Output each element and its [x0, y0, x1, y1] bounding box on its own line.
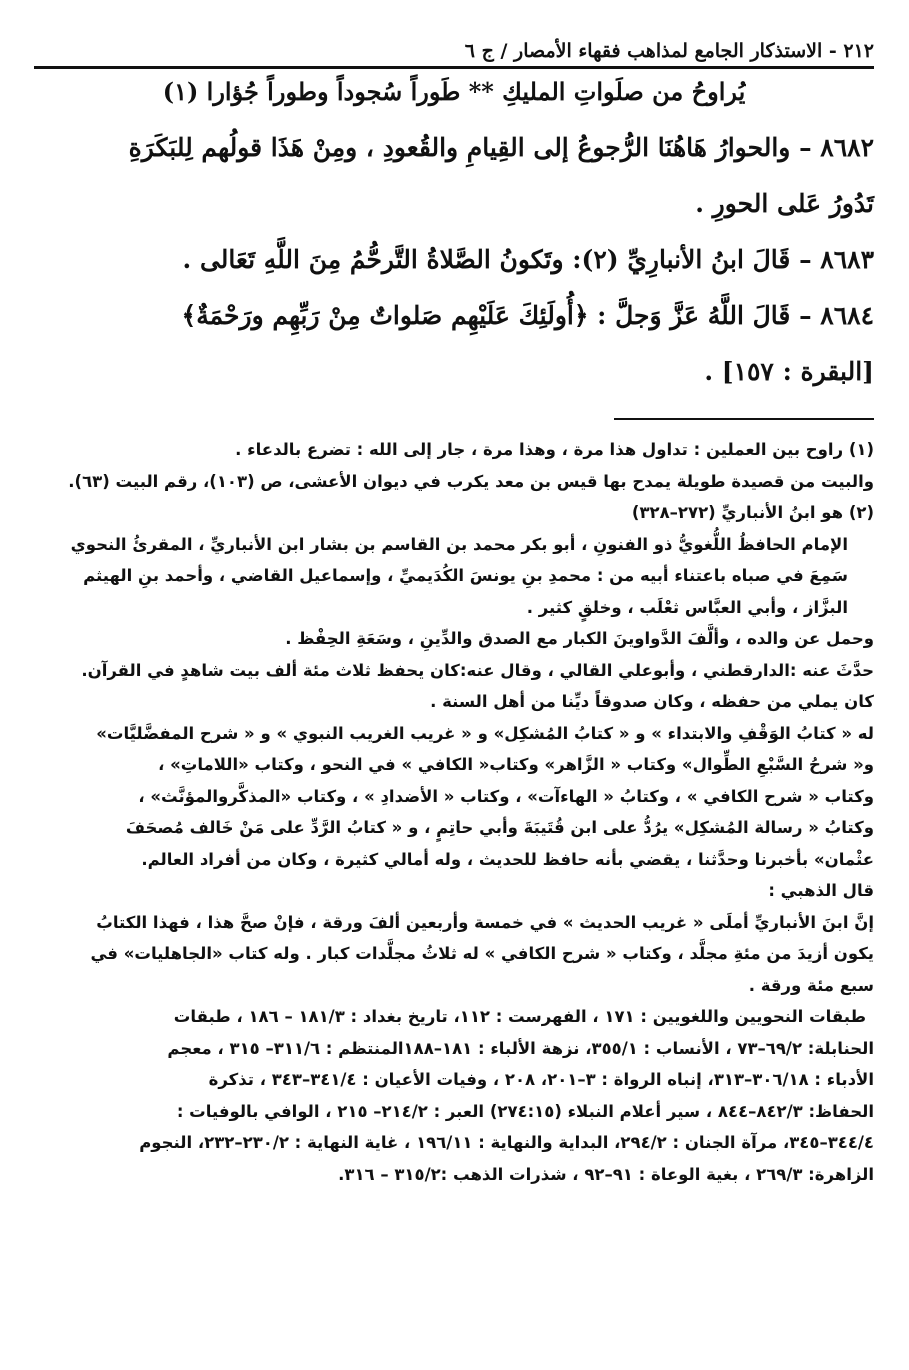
- footnote-1-line: (١) راوح بين العملين : تداول هذا مرة ، وهذا مرة ، جار إلى الله : تضرع بالدعاء .: [235, 440, 874, 459]
- footnote-2-line: وكتابُ « رسالة المُشكِل» يرُدُّ على ابن قُتَيبَةَ وأبي حاتِمٍ ، و « كتابُ الرَّدِّ على مَنْ خَالف مُصحَفَ: [125, 818, 874, 837]
- footnote-2-line: وحمل عن والده ، وألَّفَ الدَّواوينَ الكبار مع الصدق والدِّينِ ، وسَعَةِ الحِفْظ .: [285, 629, 874, 648]
- footnote-2-line: وكتاب « شرح الكافي » ، وكتابُ « الهاءآت» ، وكتاب « الأضدادِ » ، وكتاب «المذكَّروالمؤنَّث» ،: [138, 786, 874, 806]
- paragraph-8683: [34, 232, 874, 288]
- footnote-2-line: سَمِعَ في صباه باعتناء أبيه من : محمدِ بنِ يونسَ الكُدَيميِّ ، وإسماعيل القاضي ، وأحمد بنِ الهيثم: [83, 566, 848, 585]
- footnote-2-line: كان يملي من حفظه ، وكان صدوقاً ديِّنا من أهل السنة .: [430, 692, 874, 711]
- footnote-2-line: له « كتابُ الوَقْفِ والابتداء » و « كتابُ المُشكِل» و « غريب الغريب النبوي » و « شرح المفضَّليَّات»: [96, 723, 874, 743]
- poetry-verse: يُراوحُ من صلَواتِ المليكِ ** طَوراً سُجوداً وطوراً جُؤارا (١): [162, 77, 746, 106]
- footnote-2-line: يكون أزيدَ من مئةِ مجلَّد ، وكتاب « شرح الكافي » له ثلاثُ مجلَّدات كبار . وله كتاب «الجاهليات» في: [90, 944, 874, 963]
- footnote-2-line: قال الذهبي :: [768, 881, 874, 900]
- footnote-2-line: حدَّثَ عنه :الدارقطني ، وأبوعلي القالي ، وقال عنه:كان يحفظ ثلاث مئة ألف بيت شاهدٍ في القرآن.: [81, 660, 874, 680]
- footnote-2-reference-line: الزاهرة: ٢٦٩/٣ ، بغية الوعاة : ٩١–٩٢ ، شذرات الذهب :٣١٥/٢ – ٣١٦.: [338, 1164, 874, 1184]
- footnote-2-line: و« شرحُ السَّبْعِ الطِّوال» وكتاب « الزَّاهر» وكتاب« الكافي » في النحو ، وكتاب «اللاماتِ» ،: [158, 755, 874, 774]
- footnote-2-reference-line: طبقات النحويين واللغويين : ١٧١ ، الفهرست : ١١٢، تاريخ بغداد : ١٨١/٣ – ١٨٦ ، طبقات: [173, 1007, 866, 1026]
- footnote-2-line: إنَّ ابنَ الأنباريِّ أملَى « غريب الحديث » في خمسة وأربعين ألفَ ورقة ، فإنْ صحَّ هذا ، فهذا الكتابُ: [96, 912, 874, 932]
- header-title: ٢١٢ - الاستذكار الجامع لمذاهب فقهاء الأمصار / ج ٦: [464, 40, 874, 62]
- paragraph-line: ٨٦٨٤ – قَالَ اللَّهُ عَزَّ وَجلَّ : ﴿أُولَئِكَ عَلَيْهِم صَلواتٌ مِنْ رَبِّهِم ورَحْمَةٌ﴾: [181, 301, 874, 330]
- footnote-2-line: سبع مئة ورقة .: [748, 975, 874, 995]
- footnote-2-reference-line: ٣٤٤/٤–٣٤٥، مرآة الجنان : ٢٩٤/٢، البداية والنهاية : ١٩٦/١١ ، غاية النهاية : ٢٣٠/٢–٢٣٢، النجوم: [139, 1133, 874, 1152]
- paragraph-line: تَدُورُ عَلى الحورِ .: [695, 189, 874, 218]
- book-page: [34, 40, 874, 1190]
- paragraph-8684: [34, 288, 874, 400]
- running-header: [34, 40, 874, 69]
- paragraph-line: ٨٦٨٣ – قَالَ ابنُ الأنبارِيِّ (٢): وتَكونُ الصَّلاةُ التَّرحُّمُ مِنَ اللَّهِ تَعَالى .: [182, 245, 874, 274]
- footnote-1-line: والبيت من قصيدة طويلة يمدح بها قيس بن معد يكرب في ديوان الأعشى، ص (١٠٣)، رقم البيت (٦٣).: [68, 471, 874, 491]
- paragraph-line: ٨٦٨٢ – والحوارُ هَاهُنَا الرُّجوعُ إلى القِيامِ والقُعودِ ، ومِنْ هَذَا قولُهم لِلبَكَرَةِ: [128, 133, 874, 162]
- footnote-separator: [614, 418, 874, 420]
- footnotes: [34, 434, 874, 1190]
- footnote-2-reference-line: الأدباء : ٣٠٦/١٨–٣١٣، إنباه الرواة : ٣–٢٠١، ٢٠٨ ، وفيات الأعيان : ٣٤١/٤–٣٤٣ ، تذكرة: [208, 1070, 874, 1089]
- footnote-2-reference-line: الحفاظ: ٨٤٢/٣–٨٤٤ ، سير أعلام النبلاء (٢٧٤:١٥) العبر : ٢١٤/٢– ٢١٥ ، الوافي بالوفيات :: [176, 1101, 874, 1121]
- footnote-2-reference-line: الحنابلة: ٦٩/٢–٧٣ ، الأنساب : ٣٥٥/١، نزهة الألباء : ١٨١–١٨٨المنتظم : ٣١١/٦– ٣١٥ ، معجم: [167, 1038, 874, 1058]
- footnote-2-line: عثْمان» بأخبرنا وحدَّثنا ، يقضي بأنه حافظ للحديث ، وله أمالي كثيرة ، وكان من أفراد العالم.: [141, 849, 874, 869]
- paragraph-line: [البقرة : ١٥٧] .: [704, 357, 874, 386]
- footnote-2-line: البزَّاز ، وأبي العبَّاس ثعْلَب ، وخلقٍ كثير .: [526, 597, 848, 617]
- paragraph-8682: [34, 120, 874, 232]
- footnote-2-title: (٢) هو ابنُ الأنباريِّ (٢٧٢–٣٢٨): [631, 503, 874, 522]
- footnote-2-line: الإمام الحافظُ اللُّغويُّ ذو الفنونِ ، أبو بكر محمد بن القاسم بن بشار ابن الأنباريِّ ، المقرئُ النحوي: [70, 534, 848, 554]
